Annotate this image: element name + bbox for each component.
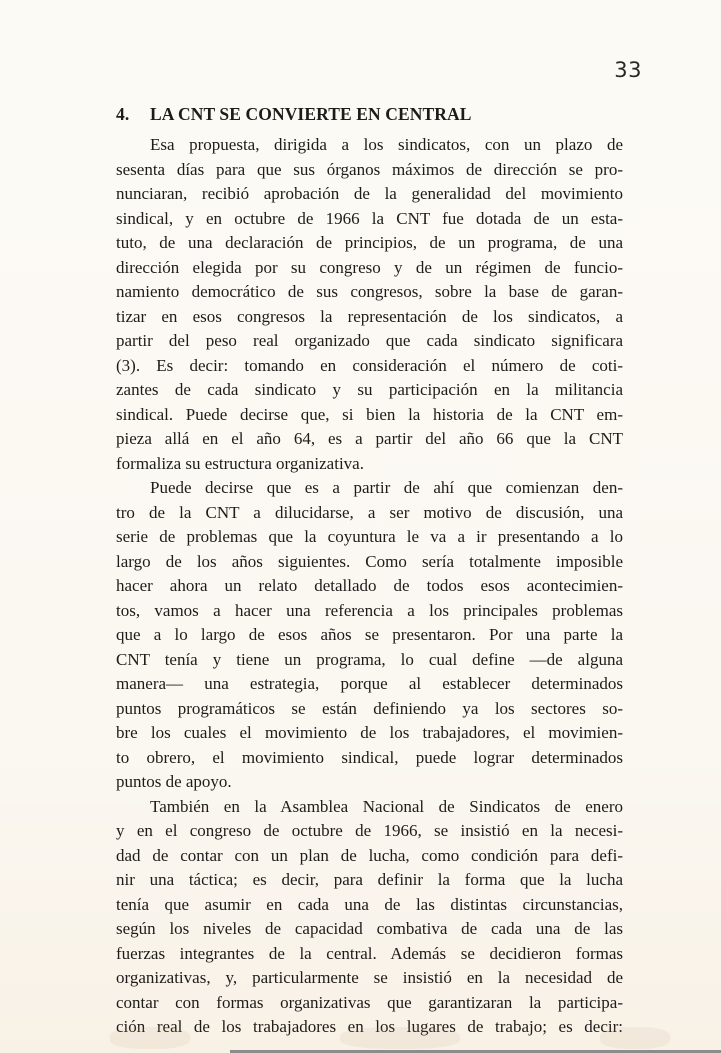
paper-stain: [600, 1027, 670, 1049]
paragraph: [116, 133, 623, 476]
text-line: (3). Es decir: tomando en consideración el número de coti-: [116, 355, 623, 375]
text-line: namiento democrático de sus congresos, sobre la base de garan-: [116, 282, 623, 301]
section-number: 4.: [116, 104, 130, 124]
paper-stain: [340, 1027, 460, 1049]
text-line: que a lo largo de esos años se presentaron. Por una parte la: [116, 625, 623, 644]
text-line: fuerzas integrantes de la central. Además se decidieron formas: [116, 943, 623, 963]
text-line: pieza allá en el año 64, es a partir del año 66 que la CNT: [116, 429, 623, 448]
text-line: largo de los años siguientes. Como sería totalmente imposible: [116, 551, 623, 571]
paper-stain: [110, 1027, 190, 1049]
section-heading: [116, 104, 636, 125]
section-title: LA CNT SE CONVIERTE EN CENTRAL: [150, 104, 472, 124]
text-line: CNT tenía y tiene un programa, lo cual define —de alguna: [116, 649, 623, 669]
text-line: Esa propuesta, dirigida a los sindicatos, con un plazo de: [150, 135, 623, 154]
text-line: nir una táctica; es decir, para definir la forma que la lucha: [116, 870, 623, 889]
text-line: tos, vamos a hacer una referencia a los principales problemas: [116, 600, 623, 620]
text-line: formaliza su estructura organizativa.: [116, 453, 364, 473]
text-line: También en la Asamblea Nacional de Sindicatos de enero: [150, 796, 623, 816]
text-line: puntos programáticos se están definiendo ya los sectores so-: [116, 698, 623, 718]
text-line: organizativas, y, particularmente se insistió en la necesidad de: [116, 968, 623, 987]
paragraph: [116, 476, 623, 795]
text-line: sesenta días para que sus órganos máximos de dirección se pro-: [116, 159, 623, 179]
text-line: Puede decirse que es a partir de ahí que comienzan den-: [150, 478, 623, 497]
text-line: dirección elegida por su congreso y de un régimen de funcio-: [116, 257, 623, 277]
text-line: puntos de apoyo.: [116, 772, 232, 791]
text-line: zantes de cada sindicato y su participación en la militancia: [116, 380, 623, 399]
text-line: y en el congreso de octubre de 1966, se insistió en la necesi-: [116, 821, 623, 840]
text-line: tizar en esos congresos la representación de los sindicatos, a: [116, 306, 623, 326]
text-line: tro de la CNT a dilucidarse, a ser motivo de discusión, una: [116, 502, 623, 522]
page-number: 33: [614, 58, 642, 82]
text-line: bre los cuales el movimiento de los trabajadores, el movimien-: [116, 723, 623, 742]
text-line: contar con formas organizativas que garantizaran la participa-: [116, 992, 623, 1012]
text-line: dad de contar con un plan de lucha, como condición para defi-: [116, 845, 623, 865]
text-line: tenía que asumir en cada una de las distintas circunstancias,: [116, 894, 623, 914]
text-line: sindical, y en octubre de 1966 la CNT fue dotada de un esta-: [116, 208, 623, 228]
text-line: serie de problemas que la coyuntura le va a ir presentando a lo: [116, 527, 623, 546]
text-line: to obrero, el movimiento sindical, puede lograr determinados: [116, 747, 623, 767]
text-line: ción real de los trabajadores en los lugares de trabajo; es decir:: [116, 1017, 623, 1036]
text-line: hacer ahora un relato detallado de todos esos acontecimien-: [116, 576, 623, 595]
text-line: nunciaran, recibió aprobación de la generalidad del movimiento: [116, 184, 623, 203]
text-line: según los niveles de capacidad combativa de cada una de las: [116, 919, 623, 938]
body-text: [116, 133, 623, 1040]
text-line: manera— una estrategia, porque al establecer determinados: [116, 674, 623, 693]
text-line: partir del peso real organizado que cada sindicato significara: [116, 331, 623, 350]
paragraph: [116, 795, 623, 1040]
text-line: sindical. Puede decirse que, si bien la historia de la CNT em-: [116, 404, 623, 424]
text-line: tuto, de una declaración de principios, de un programa, de una: [116, 233, 623, 252]
